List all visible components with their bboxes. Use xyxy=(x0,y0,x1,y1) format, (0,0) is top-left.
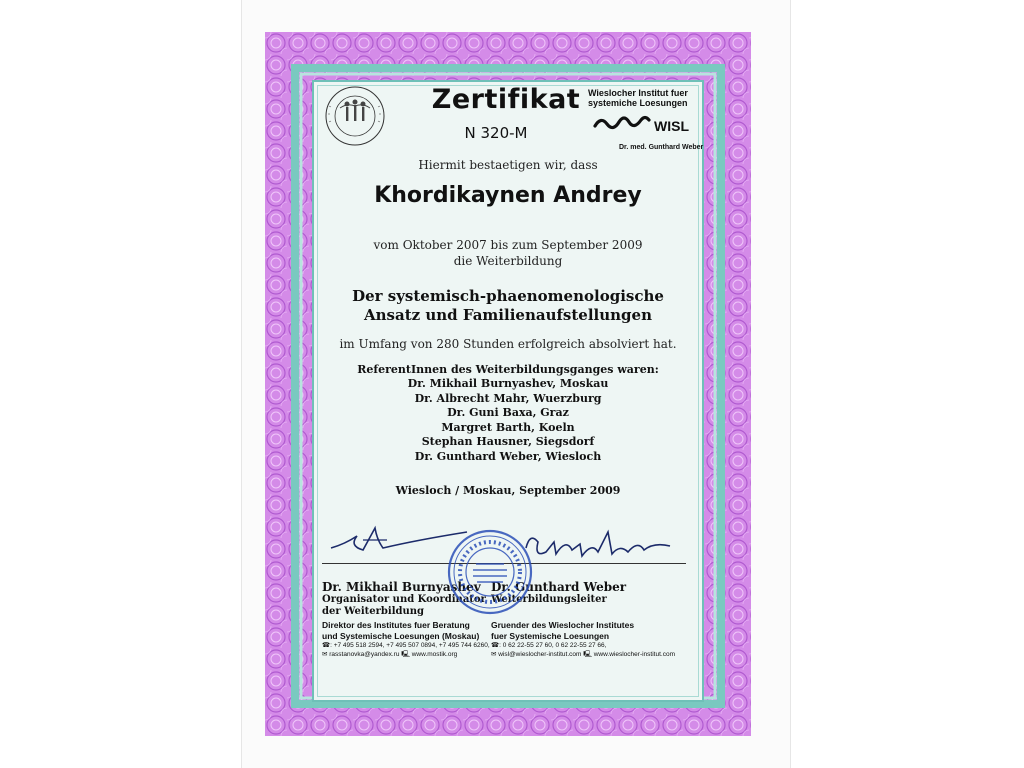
training-label: die Weiterbildung xyxy=(453,254,563,268)
place-and-date: Wiesloch / Moskau, September 2009 xyxy=(395,484,621,497)
signatory-left-institute: Direktor des Institutes fuer Beratung xyxy=(322,620,470,630)
scope-line: im Umfang von 280 Stunden erfolgreich absolviert hat. xyxy=(339,337,677,351)
referent-item: Stephan Hausner, Siegsdorf xyxy=(421,435,595,449)
certificate-title: Zertifikat xyxy=(431,84,581,115)
referent-item: Margret Barth, Koeln xyxy=(441,420,575,434)
signature-weber xyxy=(520,524,680,572)
wisl-name-line2: systemiche Loesungen xyxy=(588,98,688,108)
intro-line: Hiermit bestaetigen wir, dass xyxy=(418,158,598,172)
referents-list xyxy=(312,377,704,465)
course-title-line1: Der systemisch-phaenomenologische xyxy=(352,287,664,305)
signatory-left-role-line2: der Weiterbildung xyxy=(322,606,425,617)
referent-item: Dr. Mikhail Burnyashev, Moskau xyxy=(407,377,609,390)
signatory-left-institute-line2: und Systemische Loesungen (Moskau) xyxy=(322,630,480,641)
signatory-left-name: Dr. Mikhail Burnyashev xyxy=(322,580,481,594)
signatory-right-contact: ✉ wisl@wieslocher-institut.com 🖳 www.wieslocher-institut.com xyxy=(491,651,675,658)
signatory-right-role: Weiterbildungsleiter xyxy=(491,594,607,605)
course-title xyxy=(312,287,704,325)
period-line: vom Oktober 2007 bis zum September 2009 xyxy=(373,238,643,252)
signatory-left-contact: ✉ rasstanovka@yandex.ru 🖳 www.mostik.org xyxy=(322,651,458,658)
signatory-right-phone: ☎: 0 62 22-55 27 60, 0 62 22-55 27 66, xyxy=(491,642,607,649)
wisl-institute-name xyxy=(588,88,696,108)
recipient-name: Khordikaynen Andrey xyxy=(374,183,642,208)
referent-item: Dr. Gunthard Weber, Wiesloch xyxy=(414,449,602,463)
signatory-left-phone: ☎: +7 495 518 2594, +7 495 507 0894, +7 495 744 6260, xyxy=(322,642,490,649)
signatory-right-institute: Gruender des Wieslocher Institutes xyxy=(491,620,635,630)
institute-emblem xyxy=(316,84,394,152)
referent-item: Dr. Albrecht Mahr, Wuerzburg xyxy=(414,391,602,405)
signatory-left-role: Organisator und Koordinator xyxy=(322,594,486,605)
wisl-name-line1: Wieslocher Institut fuer xyxy=(588,88,688,98)
certificate-number: N 320-M xyxy=(464,124,528,142)
wisl-acronym: WISL xyxy=(654,118,689,134)
course-title-line2: Ansatz und Familienaufstellungen xyxy=(363,306,652,324)
wisl-head-name: Dr. med. Gunthard Weber xyxy=(619,144,704,151)
referent-item: Dr. Guni Baxa, Graz xyxy=(447,406,569,420)
signatory-right-name: Dr. Gunthard Weber xyxy=(491,580,627,594)
signatory-right-institute-line2: fuer Systemische Loesungen xyxy=(491,630,610,641)
wisl-logo-icon xyxy=(593,112,651,136)
referents-heading: ReferentInnen des Weiterbildungsganges waren: xyxy=(357,363,659,376)
official-stamp xyxy=(446,528,534,620)
